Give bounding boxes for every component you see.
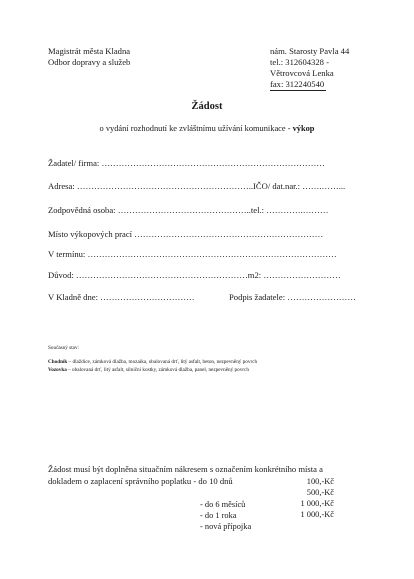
street-address: nám. Starosty Pavla 44 — [270, 46, 350, 56]
fax: fax: 312240540 — [270, 79, 325, 89]
fee-amount: 500,-Kč — [306, 488, 334, 497]
address-field: Adresa: ……………………………………………………..IČO/ dat.nar.: …….……... — [48, 181, 346, 191]
fee-amounts — [294, 476, 334, 520]
footer-line1: Žádost musí být doplněna situačním nákresem s označením konkrétního místa a — [48, 464, 323, 474]
current-state-label: Současný stav: — [48, 345, 79, 351]
sidewalk-label: Chodník — [48, 359, 68, 365]
responsible-person-field: Zodpovědná osoba: ………………………………………..tel.: ………….……… — [48, 205, 329, 215]
phone: tel.: 312604328 - — [270, 57, 329, 67]
fee-amount: 1 000,-Kč — [300, 510, 334, 519]
fee-label: - do 6 měsíců — [200, 500, 246, 509]
office-name: Magistrát města Kladna — [48, 46, 131, 56]
place-date-field: V Kladně dne: …………………………… — [48, 292, 195, 302]
fee-amount: 1 000,-Kč — [300, 499, 334, 508]
office-header — [48, 46, 130, 68]
form-subtitle — [0, 124, 414, 133]
department-name: Odbor dopravy a služeb — [48, 57, 131, 67]
contact-person: Větrovcová Lenka — [270, 68, 334, 78]
term-field: V termínu: …………………………………………………………………………… — [48, 249, 337, 259]
reason-field: Důvod: ……………………………………………………m2: ……………………… — [48, 270, 341, 280]
road-line — [48, 366, 249, 374]
fee-labels — [200, 488, 251, 532]
contact-header — [270, 46, 349, 91]
subtitle-text: o vydání rozhodnutí ke zvláštnímu užívání komunikace - — [99, 124, 293, 133]
fee-amount: 100,-Kč — [306, 477, 334, 486]
footer-note — [48, 464, 323, 487]
subtitle-bold: výkop — [292, 124, 315, 133]
road-text: – obalovaná drť, litý asfalt, silniční kostky, zámková dlažba, panel, nezpevněný povrch — [66, 367, 249, 373]
applicant-field: Žadatel/ firma: …………………………………………………………………… — [48, 158, 325, 168]
fee-label — [200, 488, 251, 499]
signature-field: Podpis žadatele: …………………… — [229, 292, 356, 302]
fee-label: - do 1 roka — [200, 511, 237, 520]
sidewalk-line — [48, 358, 257, 366]
road-label: Vozovka — [48, 367, 67, 373]
fee-label: - nová přípojka — [200, 522, 252, 531]
form-title: Žádost — [191, 101, 223, 112]
excavation-location-field: Místo výkopových prací ………………………………………………………… — [48, 229, 324, 239]
sidewalk-text: – dlaždice, zámková dlažba, mozaika, obalovaná drť, litý asfalt, beton, nezpevněný povrch — [67, 359, 258, 365]
footer-line2: dokladem o zaplacení správního poplatku - do 10 dnů — [48, 475, 233, 486]
